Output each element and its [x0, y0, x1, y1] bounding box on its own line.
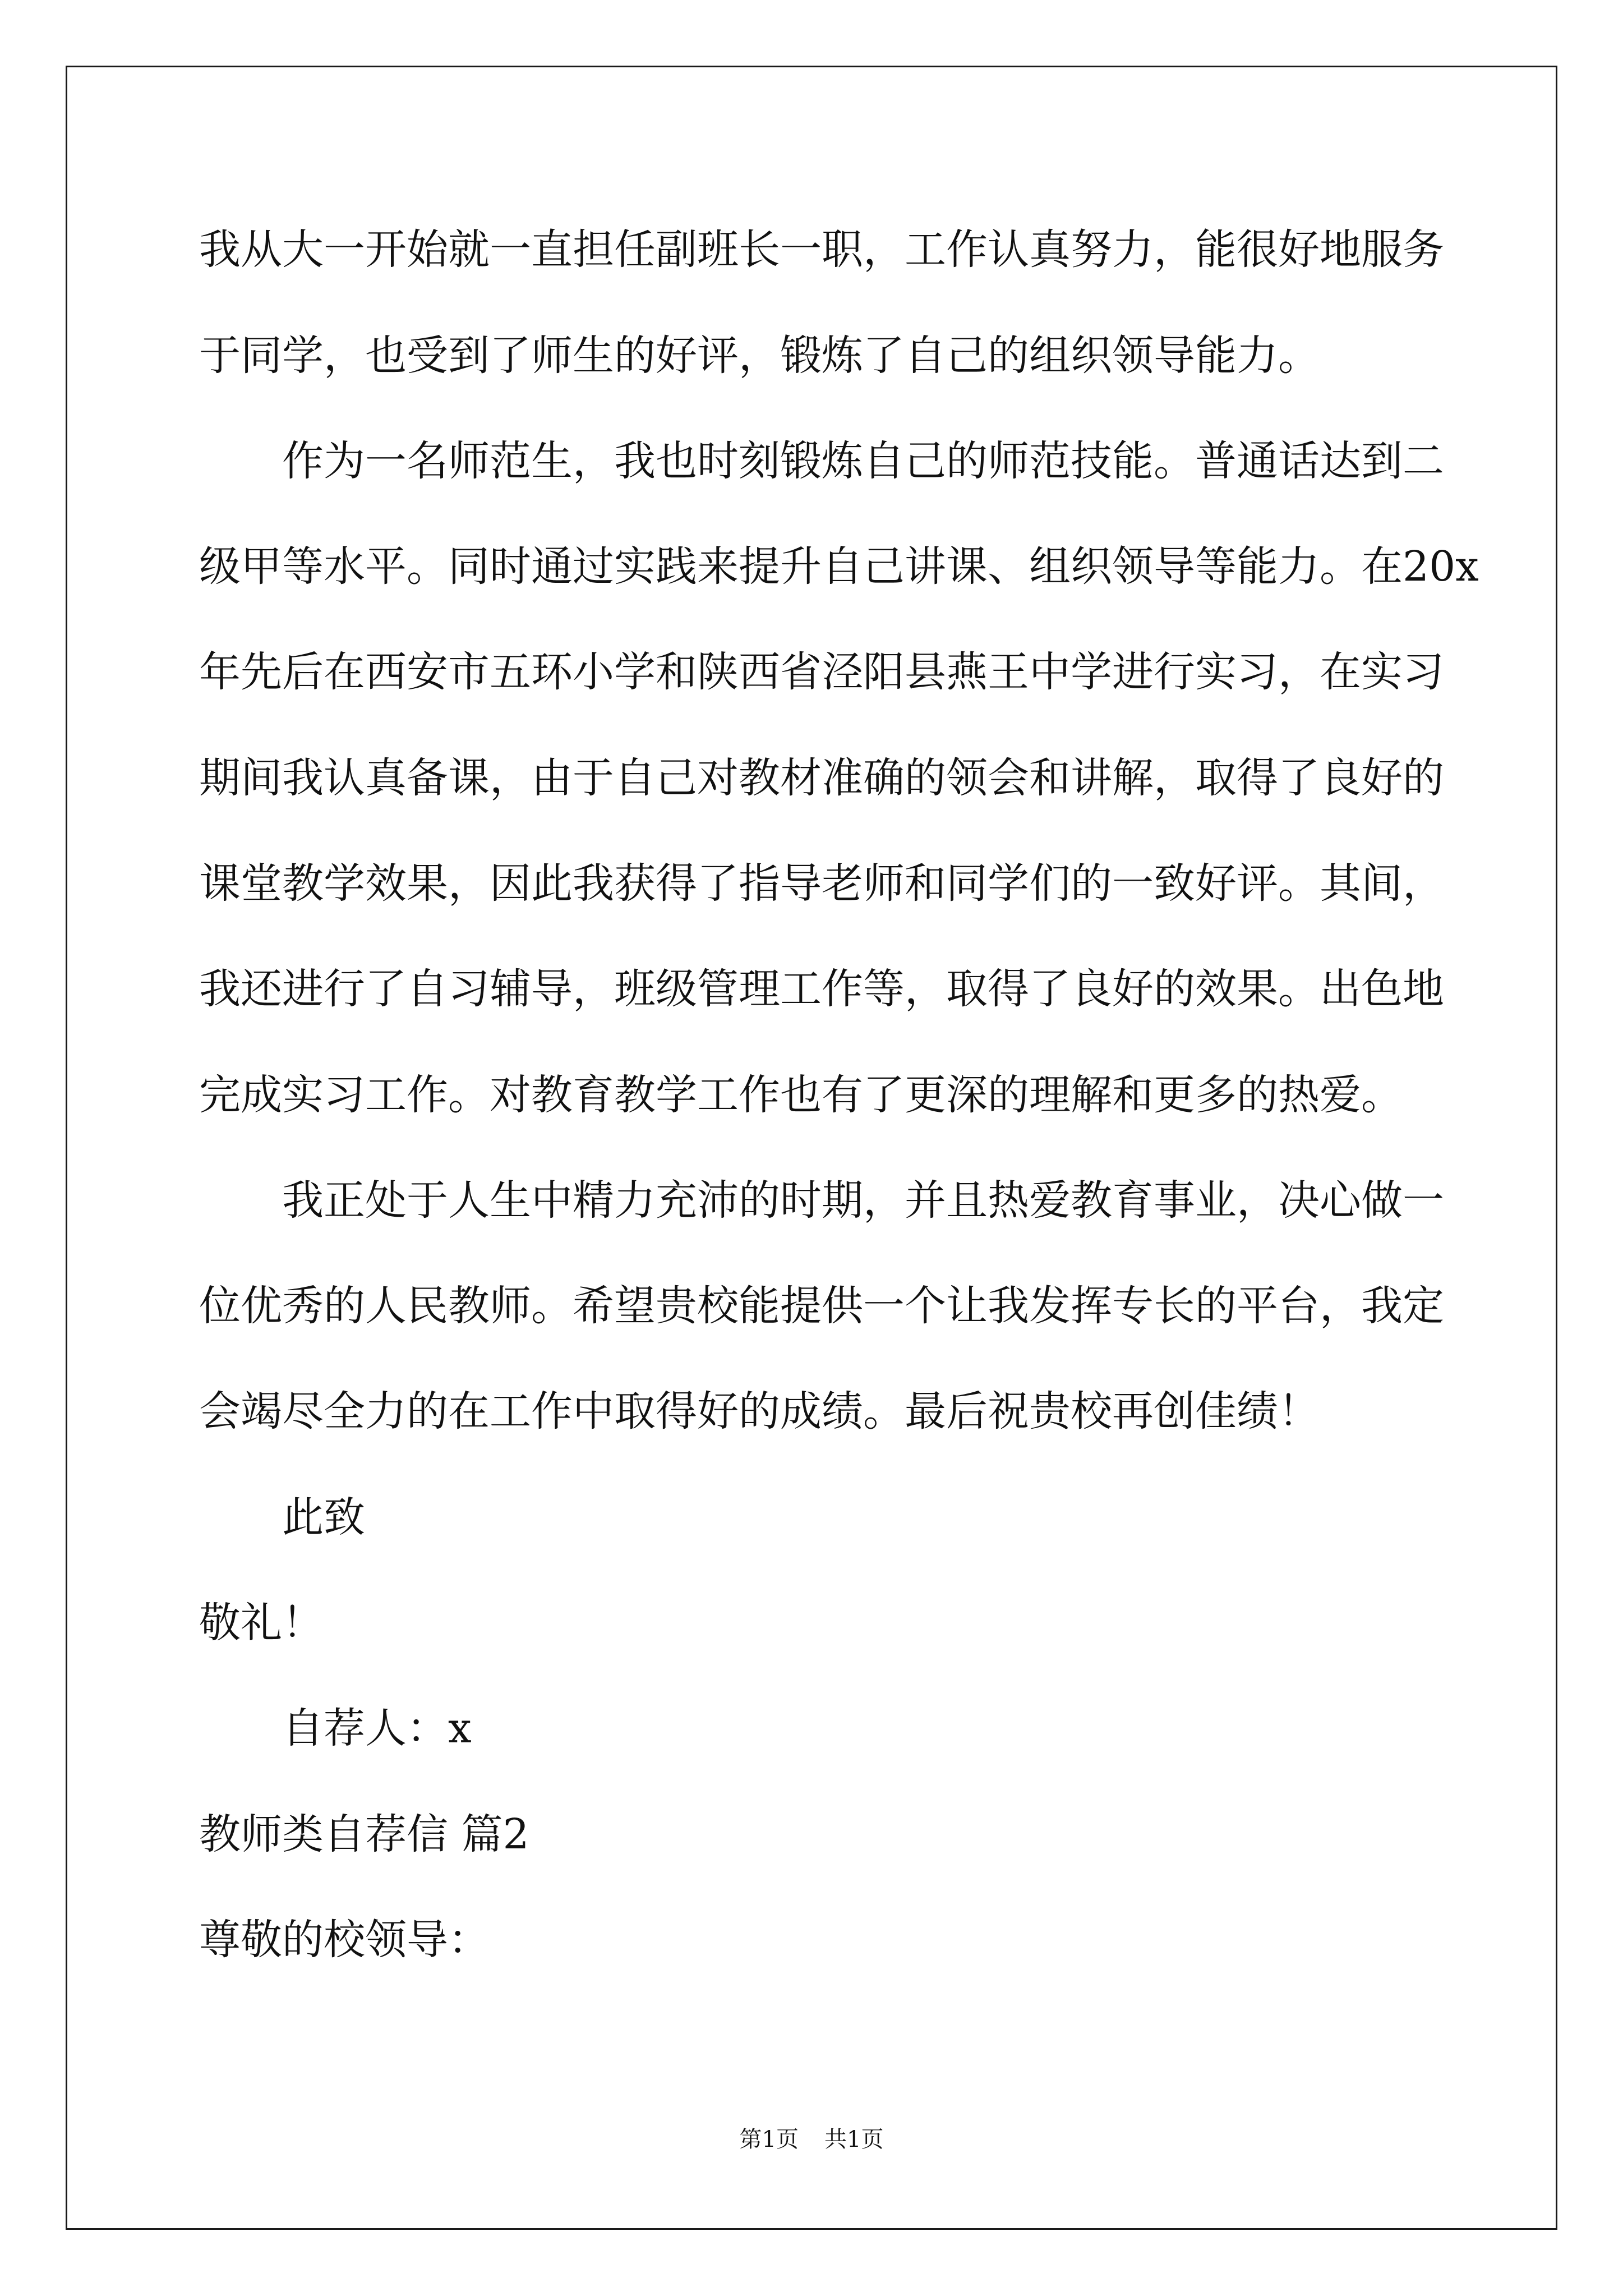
body-line: 会竭尽全力的在工作中取得好的成绩。最后祝贵校再创佳绩！ — [199, 1387, 1320, 1435]
body-line: 我还进行了自习辅导，班级管理工作等，取得了良好的效果。出色地 — [199, 965, 1444, 1013]
body-line: 年先后在西安市五环小学和陕西省泾阳县燕王中学进行实习，在实习 — [199, 648, 1444, 696]
body-line: 我从大一开始就一直担任副班长一职，工作认真努力，能很好地服务 — [199, 226, 1444, 274]
body-line: 级甲等水平。同时通过实践来提升自己讲课、组织领导等能力。在20x — [199, 542, 1479, 591]
page-total: 共1页 — [824, 2127, 884, 2152]
page-border — [66, 66, 1557, 2230]
closing-salutation: 此致 — [282, 1493, 365, 1542]
body-line: 于同学，也受到了师生的好评，锻炼了自己的组织领导能力。 — [199, 332, 1320, 380]
signature-line: 自荐人：x — [282, 1704, 472, 1752]
page-footer — [0, 2128, 1623, 2151]
body-line: 期间我认真备课，由于自己对教材准确的领会和讲解，取得了良好的 — [199, 754, 1444, 802]
body-line: 课堂教学效果，因此我获得了指导老师和同学们的一致好评。其间， — [199, 859, 1444, 908]
page-number: 第1页 — [739, 2127, 799, 2152]
greeting-line: 尊敬的校领导： — [199, 1916, 490, 1964]
body-line: 作为一名师范生，我也时刻锻炼自己的师范技能。普通话达到二 — [282, 437, 1444, 485]
body-line: 位优秀的人民教师。希望贵校能提供一个让我发挥专长的平台，我定 — [199, 1282, 1444, 1330]
closing-regards: 敬礼！ — [199, 1599, 324, 1647]
body-line: 完成实习工作。对教育教学工作也有了更深的理解和更多的热爱。 — [199, 1071, 1403, 1119]
body-line: 我正处于人生中精力充沛的时期，并且热爱教育事业，决心做一 — [282, 1176, 1444, 1225]
section-heading: 教师类自荐信 篇2 — [199, 1810, 529, 1858]
